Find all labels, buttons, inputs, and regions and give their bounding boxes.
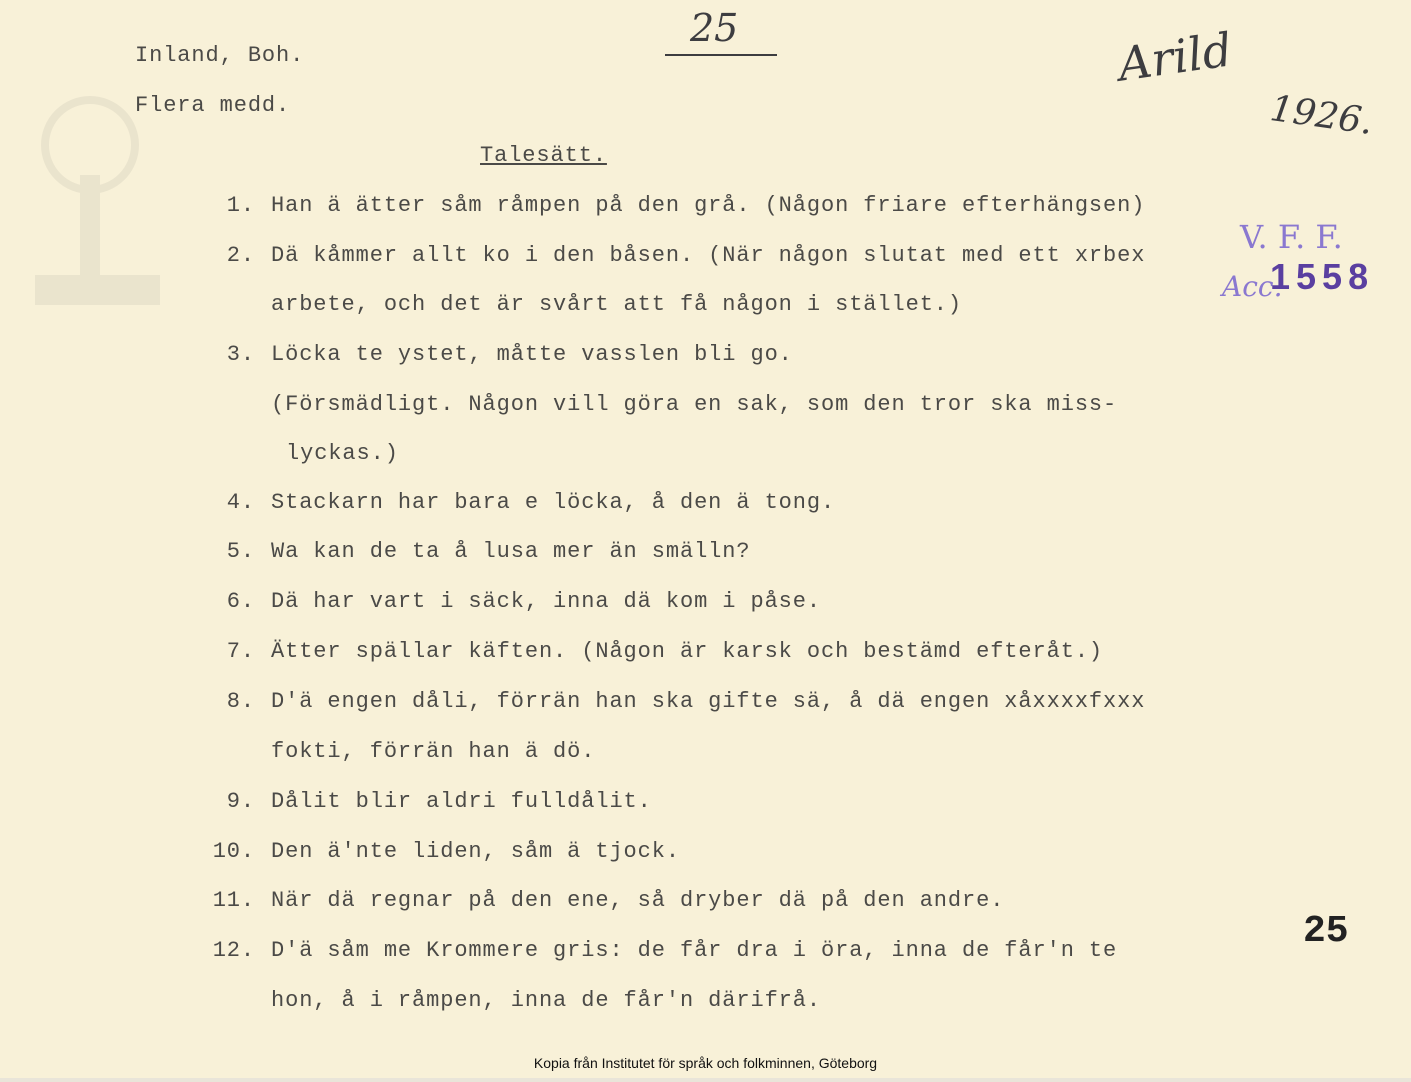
handwritten-place: Arild bbox=[1114, 22, 1236, 92]
saying-line: Den ä'nte liden, såm ä tjock. bbox=[271, 839, 680, 864]
saying-line: Dålit blir aldri fulldålit. bbox=[271, 789, 652, 814]
place-label: Inland, Boh. bbox=[135, 43, 305, 68]
saying-line: Dä har vart i säck, inna dä kom i påse. bbox=[271, 589, 821, 614]
item-number: 1. bbox=[226, 193, 255, 218]
page-edge bbox=[0, 1078, 1411, 1082]
item-number: 6. bbox=[226, 589, 255, 614]
saying-line: När dä regnar på den ene, så dryber dä på den andre. bbox=[271, 888, 1005, 913]
underline bbox=[665, 54, 777, 56]
item-number: 2. bbox=[226, 243, 255, 268]
saying-line: fokti, förrän han ä dö. bbox=[271, 739, 596, 764]
saying-line: D'ä engen dåli, förrän han ska gifte sä, å dä engen xåxxxxfxxx bbox=[271, 689, 1146, 714]
item-number: 4. bbox=[226, 490, 255, 515]
footer-credit: Kopia från Institutet för språk och folkminnen, Göteborg bbox=[533, 1055, 878, 1071]
item-number: 8. bbox=[226, 689, 255, 714]
handwritten-page-number: 25 bbox=[690, 6, 739, 50]
saying-line: arbete, och det är svårt att få någon i stället.) bbox=[271, 292, 963, 317]
saying-line: Han ä ätter såm råmpen på den grå. (Någon friare efterhängsen) bbox=[271, 193, 1146, 218]
document-title: Talesätt. bbox=[480, 143, 607, 168]
archive-stamp: V. F. F. bbox=[1240, 218, 1343, 256]
item-number: 3. bbox=[226, 342, 255, 367]
item-number: 12. bbox=[212, 938, 255, 963]
informants-label: Flera medd. bbox=[135, 93, 291, 118]
item-number: 10. bbox=[212, 839, 255, 864]
acc-prefix: Acc. bbox=[1222, 270, 1283, 303]
item-number: 9. bbox=[226, 789, 255, 814]
saying-line: (Försmädligt. Någon vill göra en sak, som den tror ska miss- bbox=[271, 392, 1118, 417]
acc-number: 1558 bbox=[1270, 256, 1375, 297]
saying-line: Stackarn har bara e löcka, å den ä tong. bbox=[271, 490, 836, 515]
page-number-stamp: 25 bbox=[1303, 910, 1349, 953]
saying-line: Dä kåmmer allt ko i den båsen. (När någon slutat med ett xrbex bbox=[271, 243, 1146, 268]
item-number: 5. bbox=[226, 539, 255, 564]
item-number: 7. bbox=[226, 639, 255, 664]
watermark-logo bbox=[35, 85, 160, 315]
handwritten-year: 1926. bbox=[1267, 88, 1376, 143]
saying-line: Löcka te ystet, måtte vasslen bli go. bbox=[271, 342, 793, 367]
saying-line: Wa kan de ta å lusa mer än smälln? bbox=[271, 539, 751, 564]
item-number: 11. bbox=[212, 888, 255, 913]
saying-line: Ätter spällar käften. (Någon är karsk och bestämd efteråt.) bbox=[271, 639, 1104, 664]
saying-line: hon, å i råmpen, inna de får'n därifrå. bbox=[271, 988, 821, 1013]
saying-line: lyckas.) bbox=[286, 441, 399, 466]
saying-line: D'ä såm me Krommere gris: de får dra i öra, inna de får'n te bbox=[271, 938, 1118, 963]
